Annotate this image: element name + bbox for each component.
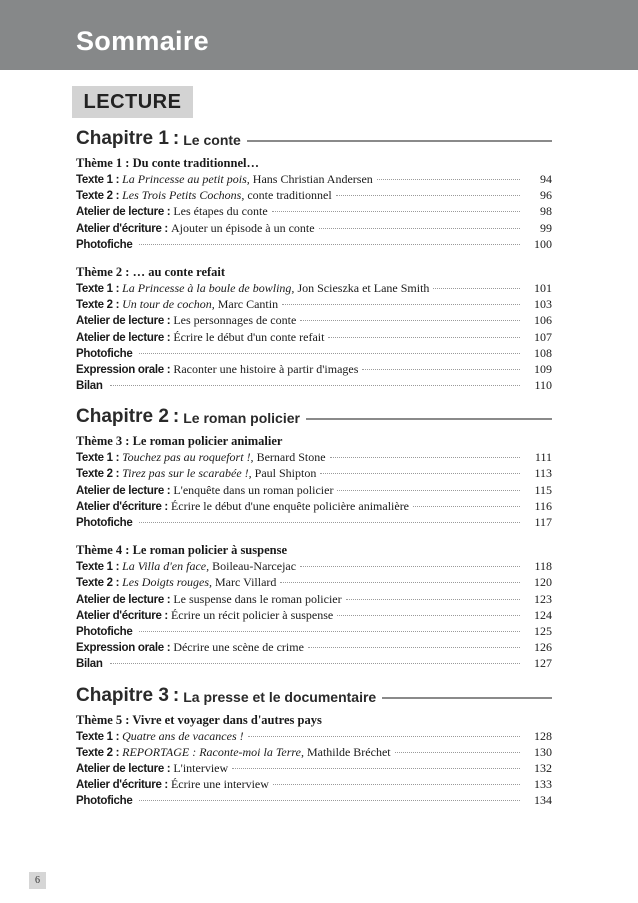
entry-page: 125: [534, 623, 552, 638]
entry-title: Un tour de cochon,: [122, 297, 215, 312]
entry-detail: Le suspense dans le roman policier: [173, 591, 342, 606]
entry-label: Bilan: [76, 658, 103, 671]
chapter-rule: [382, 697, 552, 699]
dot-leader: [139, 353, 520, 354]
entry-label: Expression orale :: [76, 363, 171, 376]
dot-leader: [300, 566, 520, 567]
entry-page: 128: [534, 728, 552, 743]
chapter-title: Le conte: [183, 132, 241, 148]
entry-page: 94: [540, 172, 552, 186]
entry-label: Atelier d'écriture :: [76, 779, 168, 792]
dot-leader: [282, 304, 520, 305]
entry-text: [122, 449, 325, 465]
entry-page: 103: [534, 297, 552, 312]
toc-entry[interactable]: [76, 280, 552, 296]
theme-gap: [76, 530, 552, 540]
toc-entry[interactable]: [76, 558, 552, 574]
dot-leader: [337, 490, 520, 491]
entry-detail: Paul Shipton: [251, 466, 317, 481]
theme-title: Thème 5 : Vivre et voyager dans d'autres pays: [76, 712, 322, 727]
dot-leader: [280, 582, 520, 583]
entry-label: Atelier de lecture :: [76, 762, 171, 775]
dot-leader: [377, 179, 520, 180]
entry-label: Expression orale :: [76, 642, 171, 655]
table-of-contents: [76, 126, 552, 808]
chapter-gap: [76, 672, 552, 683]
chapter-heading: [76, 126, 552, 152]
entry-label: Atelier d'écriture :: [76, 609, 168, 622]
toc-entry[interactable]: [76, 345, 552, 361]
toc-entry[interactable]: [76, 728, 552, 744]
entry-detail: Ajouter un épisode à un conte: [170, 220, 315, 235]
toc-entry[interactable]: [76, 482, 552, 498]
entry-text: [122, 574, 276, 590]
toc-entry[interactable]: [76, 514, 552, 530]
entry-label: Atelier de lecture :: [76, 315, 171, 328]
dot-leader: [110, 663, 520, 664]
entry-text: [173, 203, 267, 219]
entry-label: Photofiche: [76, 238, 133, 251]
toc-entry[interactable]: [76, 639, 552, 655]
entry-detail: Jon Scieszka et Lane Smith: [294, 280, 430, 295]
dot-leader: [139, 800, 520, 801]
toc-entry[interactable]: [76, 377, 552, 393]
toc-entry[interactable]: [76, 187, 552, 203]
entry-text: [171, 220, 315, 236]
entry-label: Atelier d'écriture :: [76, 500, 168, 513]
entry-detail: conte traditionnel: [244, 188, 332, 203]
entry-title: Tirez pas sur le scarabée !,: [122, 466, 252, 481]
toc-entry[interactable]: [76, 361, 552, 377]
entry-text: [173, 361, 358, 377]
entry-label: Texte 1 :: [76, 561, 120, 574]
dot-leader: [433, 288, 520, 289]
entry-title: Les Trois Petits Cochons,: [122, 188, 245, 203]
entry-label: Photofiche: [76, 795, 133, 808]
entry-text: [173, 760, 228, 776]
entry-page: 106: [534, 313, 552, 328]
entry-page: 111: [534, 450, 552, 465]
entry-label: Texte 2 :: [76, 746, 120, 759]
dot-leader: [328, 337, 520, 338]
entry-detail: Décrire une scène de crime: [173, 640, 304, 655]
entry-detail: Écrire le début d'une enquête policière animalière: [170, 498, 410, 513]
toc-entry[interactable]: [76, 760, 552, 776]
entry-text: [122, 296, 278, 312]
entry-text: [122, 280, 429, 296]
entry-text: [122, 744, 391, 760]
entry-page: 123: [534, 591, 552, 606]
entry-detail: Écrire une interview: [170, 777, 269, 792]
chapter-heading: [76, 683, 552, 709]
entry-label: Atelier de lecture :: [76, 331, 171, 344]
toc-entry[interactable]: [76, 171, 552, 187]
entry-label: Atelier de lecture :: [76, 206, 171, 219]
dot-leader: [337, 615, 520, 616]
dot-leader: [320, 473, 520, 474]
entry-title: Les Doigts rouges,: [122, 575, 213, 590]
entry-detail: Bernard Stone: [253, 450, 326, 465]
entry-text: [122, 558, 296, 574]
toc-entry[interactable]: [76, 220, 552, 236]
entry-page: 120: [534, 575, 552, 590]
chapter-rule: [306, 418, 552, 420]
toc-entry[interactable]: [76, 607, 552, 623]
entry-title: La Villa d'en face,: [122, 559, 210, 574]
entry-title: Touchez pas au roquefort !,: [122, 450, 254, 465]
dot-leader: [319, 228, 520, 229]
chapter-number: Chapitre 1: [76, 128, 169, 149]
toc-entry[interactable]: [76, 591, 552, 607]
chapter-number: Chapitre 2: [76, 406, 169, 428]
entry-text: [173, 639, 304, 655]
toc-entry[interactable]: [76, 236, 552, 252]
entry-label: Atelier d'écriture :: [76, 222, 168, 235]
entry-page: 101: [534, 280, 552, 295]
entry-page: 107: [534, 329, 552, 344]
entry-title: La Princesse au petit pois,: [122, 172, 250, 186]
entry-text: [122, 465, 316, 481]
entry-detail: Les personnages de conte: [173, 313, 297, 328]
entry-detail: Mathilde Bréchet: [303, 744, 391, 759]
entry-detail: Hans Christian Andersen: [249, 172, 373, 186]
entry-page: 124: [534, 607, 552, 622]
entry-text: [122, 187, 332, 203]
entry-page: 133: [534, 777, 552, 792]
dot-leader: [362, 369, 520, 370]
entry-page: 113: [534, 466, 552, 481]
entry-title: La Princesse à la boule de bowling,: [122, 280, 295, 295]
entry-detail: L'interview: [173, 760, 229, 775]
dot-leader: [272, 211, 520, 212]
toc-entry[interactable]: [76, 744, 552, 760]
toc-entry[interactable]: [76, 329, 552, 345]
entry-detail: Marc Cantin: [214, 297, 279, 312]
dot-leader: [395, 752, 520, 753]
chapter-separator: :: [172, 684, 180, 706]
entry-detail: Les étapes du conte: [173, 204, 268, 219]
entry-page: 100: [534, 236, 552, 251]
section-label: LECTURE: [72, 86, 193, 118]
entry-text: [173, 329, 324, 345]
toc-entry[interactable]: [76, 449, 552, 465]
entry-text: [122, 171, 373, 187]
entry-title: Quatre ans de vacances !: [122, 728, 244, 743]
toc-entry[interactable]: [76, 203, 552, 219]
entry-label: Texte 1 :: [76, 452, 120, 465]
chapter-heading: [76, 404, 552, 430]
entry-page: 115: [534, 482, 552, 497]
entry-page: 127: [534, 656, 552, 671]
entry-label: Bilan: [76, 380, 103, 393]
toc-entry[interactable]: [76, 312, 552, 328]
entry-label: Atelier de lecture :: [76, 593, 171, 606]
entry-detail: Raconter une histoire à partir d'images: [173, 361, 359, 376]
dot-leader: [330, 457, 520, 458]
entry-page: 99: [540, 220, 552, 235]
entry-detail: Boileau-Narcejac: [209, 559, 297, 574]
entry-text: [171, 498, 409, 514]
toc-entry[interactable]: [76, 296, 552, 312]
theme-title: Thème 4 : Le roman policier à suspense: [76, 543, 287, 558]
toc-entry[interactable]: [76, 574, 552, 590]
entry-label: Texte 1 :: [76, 282, 120, 295]
page-title: Sommaire: [76, 26, 209, 56]
dot-leader: [248, 736, 520, 737]
entry-detail: Écrire un récit policier à suspense: [170, 607, 334, 622]
entry-title: REPORTAGE : Raconte-moi la Terre,: [122, 744, 304, 759]
chapter-separator: :: [172, 406, 180, 428]
entry-page: 98: [540, 204, 552, 219]
dot-leader: [139, 244, 520, 245]
theme-title: Thème 3 : Le roman policier animalier: [76, 434, 283, 449]
chapter-title: Le roman policier: [183, 410, 300, 427]
entry-text: [173, 591, 341, 607]
theme-title: Thème 1 : Du conte traditionnel…: [76, 156, 259, 170]
entry-text: [171, 776, 269, 792]
chapter-separator: :: [172, 128, 180, 149]
dot-leader: [139, 631, 520, 632]
dot-leader: [336, 195, 520, 196]
entry-page: 117: [534, 515, 552, 529]
toc-entry[interactable]: [76, 792, 552, 808]
toc-entry[interactable]: [76, 498, 552, 514]
entry-label: Texte 2 :: [76, 468, 120, 481]
entry-label: Photofiche: [76, 517, 133, 529]
toc-entry[interactable]: [76, 465, 552, 481]
entry-label: Texte 2 :: [76, 190, 120, 203]
entry-label: Texte 1 :: [76, 174, 120, 186]
entry-label: Photofiche: [76, 347, 133, 360]
entry-page: 96: [540, 188, 552, 203]
chapter-gap: [76, 393, 552, 404]
entry-text: [122, 728, 244, 744]
entry-page: 118: [534, 559, 552, 574]
dot-leader: [110, 385, 520, 386]
dot-leader: [346, 599, 520, 600]
entry-page: 134: [534, 793, 552, 808]
dot-leader: [232, 768, 520, 769]
dot-leader: [300, 320, 520, 321]
theme-gap: [76, 252, 552, 262]
entry-page: 126: [534, 640, 552, 655]
dot-leader: [139, 522, 520, 523]
entry-page: 130: [534, 744, 552, 759]
toc-entry[interactable]: [76, 776, 552, 792]
entry-label: Atelier de lecture :: [76, 484, 171, 497]
entry-page: 108: [534, 345, 552, 360]
entry-page: 110: [534, 378, 552, 393]
entry-page: 132: [534, 760, 552, 775]
page-number: 6: [29, 872, 46, 889]
dot-leader: [413, 506, 520, 507]
toc-entry[interactable]: [76, 655, 552, 671]
entry-label: Texte 1 :: [76, 730, 120, 743]
entry-text: [173, 482, 333, 498]
entry-page: 109: [534, 361, 552, 376]
entry-text: [171, 607, 333, 623]
entry-label: Texte 2 :: [76, 577, 120, 590]
dot-leader: [273, 784, 520, 785]
chapter-rule: [247, 140, 552, 142]
entry-page: 116: [534, 498, 552, 513]
entry-label: Texte 2 :: [76, 299, 120, 312]
entry-label: Photofiche: [76, 625, 133, 638]
toc-entry[interactable]: [76, 623, 552, 639]
entry-detail: Marc Villard: [212, 575, 277, 590]
chapter-title: La presse et le documentaire: [183, 688, 377, 705]
entry-detail: L'enquête dans un roman policier: [173, 482, 334, 497]
theme-title: Thème 2 : … au conte refait: [76, 264, 226, 279]
entry-text: [173, 312, 296, 328]
dot-leader: [308, 647, 520, 648]
entry-detail: Écrire le début d'un conte refait: [173, 329, 325, 344]
chapter-number: Chapitre 3: [76, 684, 169, 706]
